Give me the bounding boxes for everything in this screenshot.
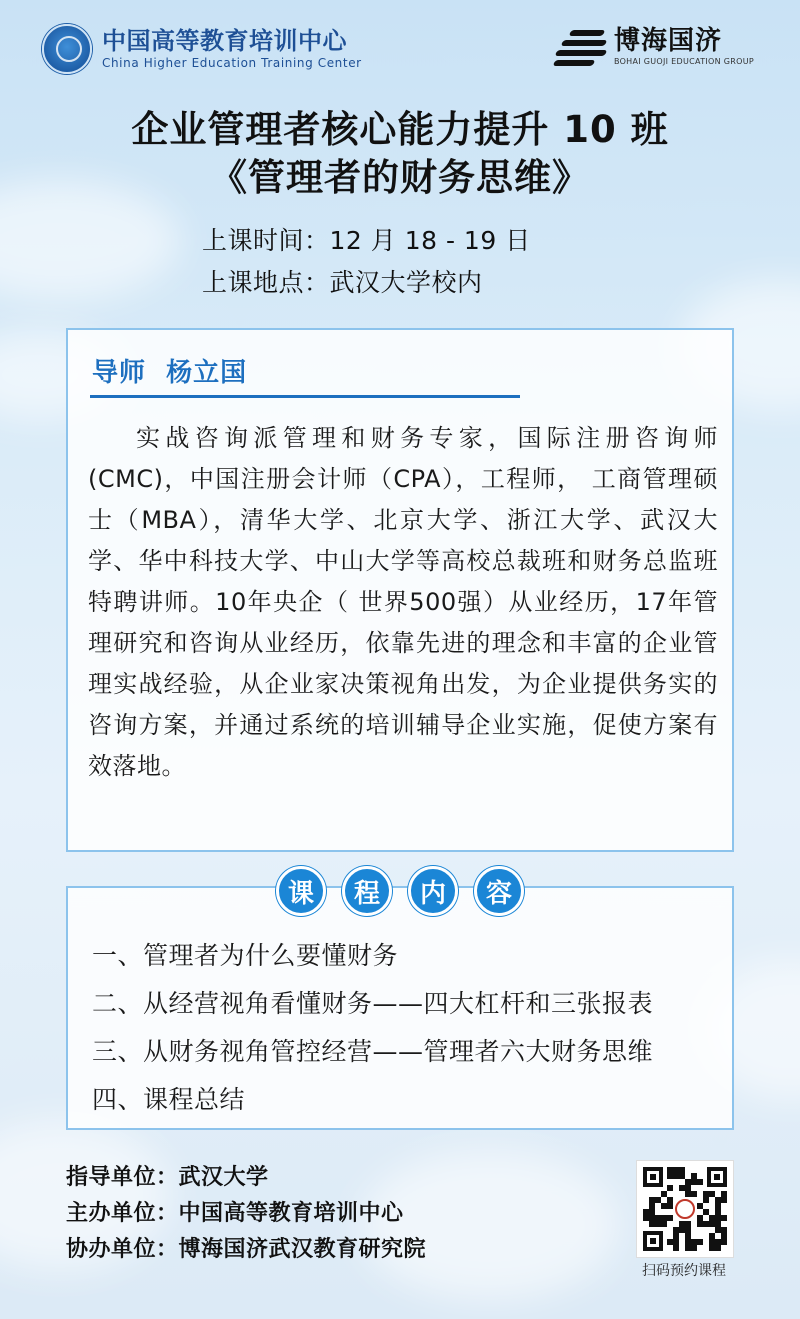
tutor-heading: 导师 杨立国 bbox=[92, 358, 248, 388]
right-logo-cn: 博海国济 bbox=[613, 26, 722, 56]
heading-char: 容 bbox=[474, 866, 524, 916]
heading-char: 程 bbox=[342, 866, 392, 916]
page-title: 企业管理者核心能力提升 10 班 bbox=[131, 108, 669, 151]
bohai-guoji-logo bbox=[554, 26, 754, 68]
right-logo-en: BOHAI GUOJI EDUCATION GROUP bbox=[613, 57, 754, 66]
left-logo-cn: 中国高等教育培训中心 bbox=[102, 27, 347, 55]
class-time: 上课时间：12 月 18 - 19 日 bbox=[202, 226, 531, 255]
co-host-unit: 协办单位：博海国济武汉教育研究院 bbox=[66, 1237, 427, 1262]
heading-char: 内 bbox=[408, 866, 458, 916]
waves-icon bbox=[554, 26, 606, 68]
course-panel bbox=[66, 886, 734, 1130]
tutor-underline bbox=[90, 395, 520, 398]
header bbox=[0, 0, 800, 95]
heading-char: 课 bbox=[276, 866, 326, 916]
tutor-bio: 实战咨询派管理和财务专家，国际注册咨询师(CMC)，中国注册会计师（CPA），工程师， 工商管理硕士（MBA），清华大学、北京大学、浙江大学、武汉大学、华中科技大学、中山大学等高校总裁班和财务总监班特聘讲师。10年央企（ 世界500强）从业经历，17年管理研究和咨询从业经历，依靠先进的理念和丰富的企业管理实战经验，从企业家决策视角出发，为企业提供务实的咨询方案，并通过系统的培训辅导企业实施，促使方案有效落地。 bbox=[88, 424, 718, 780]
list-item: 一、管理者为什么要懂财务 bbox=[92, 941, 399, 970]
course-heading bbox=[0, 866, 800, 916]
seal-icon bbox=[42, 24, 92, 74]
guide-unit: 指导单位：武汉大学 bbox=[66, 1165, 269, 1190]
course-list bbox=[92, 932, 653, 1124]
qr-label: 扫码预约课程 bbox=[642, 1263, 726, 1279]
list-item: 四、课程总结 bbox=[92, 1085, 246, 1114]
qr-code[interactable] bbox=[636, 1160, 734, 1258]
course-title: 《管理者的财务思维》 bbox=[210, 156, 590, 199]
host-unit: 主办单位：中国高等教育培训中心 bbox=[66, 1201, 404, 1226]
tutor-panel bbox=[66, 328, 734, 852]
list-item: 二、从经营视角看懂财务——四大杠杆和三张报表 bbox=[92, 989, 654, 1018]
left-logo-en: China Higher Education Training Center bbox=[102, 56, 362, 70]
china-higher-education-logo bbox=[42, 24, 362, 74]
list-item: 三、从财务视角管控经营——管理者六大财务思维 bbox=[92, 1037, 654, 1066]
qr-center-logo-icon bbox=[675, 1199, 695, 1219]
class-place: 上课地点：武汉大学校内 bbox=[202, 268, 483, 297]
organizers bbox=[66, 1160, 426, 1268]
